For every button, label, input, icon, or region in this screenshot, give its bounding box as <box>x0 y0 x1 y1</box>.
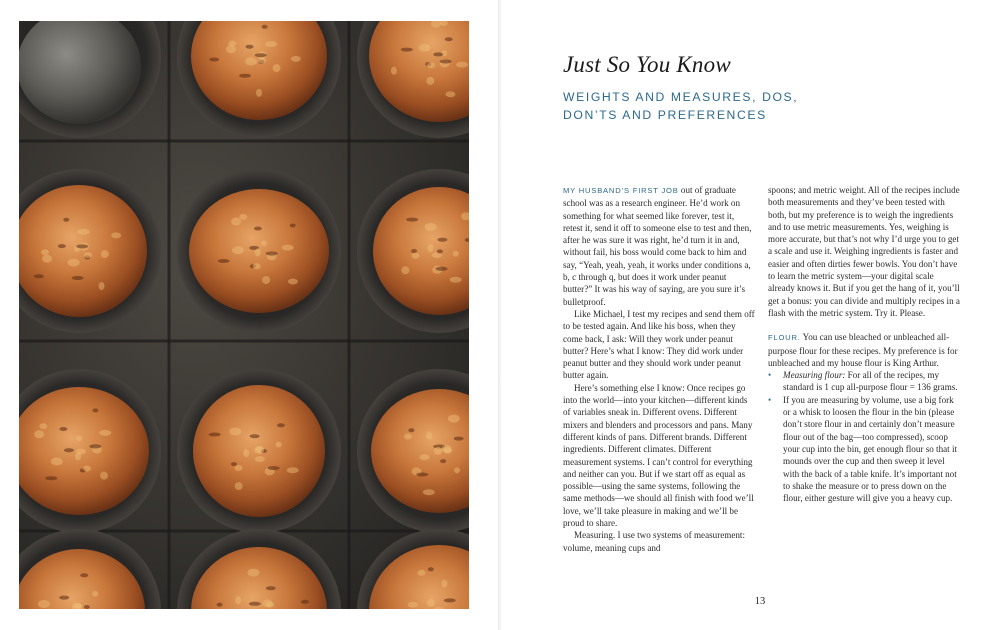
muffin-photo-illustration <box>19 21 469 609</box>
chapter-subtitle: WEIGHTS AND MEASURES, DOS, DON’TS AND PREFERENCES <box>563 90 799 122</box>
paragraph-measuring: Measuring. I use two systems of measurement: volume, meaning cups and <box>563 530 745 553</box>
bullet-text: If you are measuring by volume, use a big fork or a whisk to loosen the flour in the bin (please don’t store flour in and certainly don’t measure flour out of the bag—too compressed), scoop your cup into the bin, get enough flour so that it mounds over the cup and then sweep it level with the back of a table knife. It’s important not to shake the measure or to press down on the flour, either gesture will give you a heavy cup. <box>783 394 958 504</box>
paragraph-flour <box>768 331 960 369</box>
text-column-right <box>768 184 960 504</box>
paragraph-text: out of graduate school was as a research engineer. He’d work on something for what seemed like forever, test it, retest it, send it off to someone else to test and then, after he was sure it was right, he’d turn it in and, without fail, his boss would come back to him and say, “Yeah, yeah, yeah, it works under conditions a, b, c through q, but does it work under peanut butter?” It was his way of saying, are you sure it’s bulletproof. <box>563 185 752 307</box>
paragraph-text: You can use bleached or unbleached all-purpose flour for these recipes. My preference is for unbleached and my house flour is King Arthur. <box>768 332 958 368</box>
paragraph-metric-weight: spoons; and metric weight. All of the recipes include both measurements and they’ve been tested with both, but my preference is to weigh the ingredients and to use metric measurements. Yes, weighing is more accurate, but that’s not why I’d urge you to get a scale and use it. Weighing ingredients is faster and easier and often dirties fewer bowls. You don’t have to learn the metric system—your digital scale already knows it. But if you get the hang of it, you’ll get a bonus: you can divide and multiply recipes in a flash with the metric system. Try it. Please. <box>768 185 960 318</box>
bullet-icon: • <box>768 370 772 381</box>
list-item <box>768 394 960 505</box>
paragraph-lead-in: MY HUSBAND’S FIRST JOB <box>563 186 679 195</box>
bullet-label: Measuring flour: <box>783 370 846 381</box>
paragraph-like-michael: Like Michael, I test my recipes and send them off to be tested again. And like his boss, when they come back, I ask: Will they work under peanut butter? Here’s what I know: They did work under peanut butter and they should work under peanut butter again. <box>563 308 755 381</box>
text-column-left <box>563 184 755 554</box>
flour-tips-list <box>768 369 960 504</box>
page-number: 13 <box>754 596 766 607</box>
paragraph-lead-in-flour: FLOUR. <box>768 333 801 343</box>
bullet-icon: • <box>768 394 772 405</box>
muffin-tin-photo <box>19 21 469 609</box>
bullet-text: For all of the recipes, my standard is 1 cup all-purpose flour = 136 grams. <box>783 370 958 393</box>
chapter-title: Just So You Know <box>563 52 731 77</box>
paragraph-something-else: Here’s something else I know: Once recipes go into the world—into your kitchen—different kinds of variables sneak in. Different ovens. Different mixers and blenders and processors and pans. Many different kinds of pans. Different brands. Different ingredients. Different climates. Different measurement systems. I can’t control for everything and neither can you. But if we start off as equal as possible—using the same systems, following the same methods—we should all finish with food we’ll love, we’ll take pleasure in making and we’ll be proud to share. <box>563 382 754 529</box>
list-item <box>768 369 960 394</box>
paragraph-husbands-first-job <box>563 184 755 308</box>
